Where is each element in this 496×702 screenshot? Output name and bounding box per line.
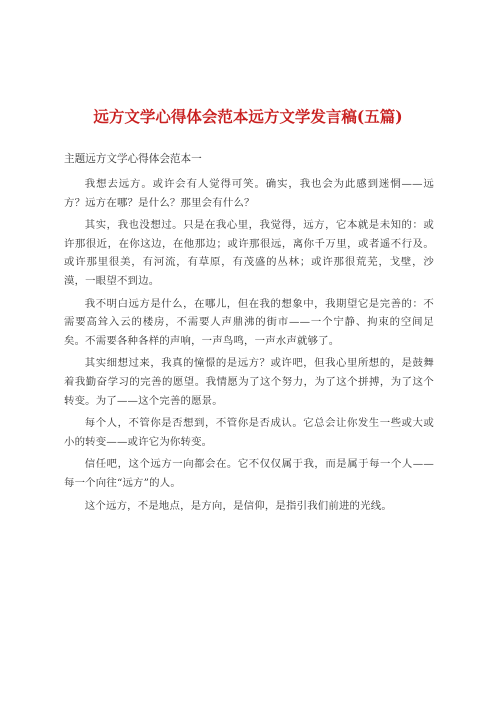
paragraph-7: 这个远方，不是地点，是方向，是信仰，是指引我们前进的光线。 bbox=[84, 499, 392, 512]
document-body bbox=[64, 175, 434, 519]
paragraph-2: 其实，我也没想过。只是在我心里，我觉得，远方，它本就是未知的：或许那很近，在你这边，在他那边；或许那很远，离你千万里，或者遥不行及。或许那里很美，有河流，有草原，有茂盛的丛林；或许那很荒芜，戈壁，沙漠，一眼望不到边。 bbox=[64, 219, 434, 287]
section-heading: 主题远方文学心得体会范本一 bbox=[64, 153, 202, 165]
paragraph-5: 每个人，不管你是否想到，不管你是否成认。它总会让你发生一些或大或小的转变——或许它为你转变。 bbox=[64, 417, 434, 448]
paragraph-6: 信任吧，这个远方一向都会在。它不仅仅属于我，而是属于每一个人——每一个向往“远方”的人。 bbox=[64, 458, 434, 489]
document-title: 远方文学心得体会范本远方文学发言稿(五篇) bbox=[93, 107, 403, 126]
paragraph-3: 我不明白远方是什么，在哪儿，但在我的想象中，我期望它是完善的：不需要高耸入云的楼房，不需要人声鼎沸的街市——一个宁静、拘束的空间足矣。不需要各种各样的声响，一声鸟鸣，一声水声就够了。 bbox=[64, 297, 434, 347]
paragraph-1: 我想去远方。或许会有人觉得可笑。确实，我也会为此感到迷惘——远方？远方在哪？是什么？那里会有什么？ bbox=[64, 178, 434, 209]
paragraph-4: 其实细想过来，我真的憧憬的是远方？或许吧，但我心里所想的，是鼓舞着我勤奋学习的完善的愿望。我情愿为了这个努力，为了这个拼搏，为了这个转变。为了——这个完善的愿景。 bbox=[64, 357, 434, 407]
